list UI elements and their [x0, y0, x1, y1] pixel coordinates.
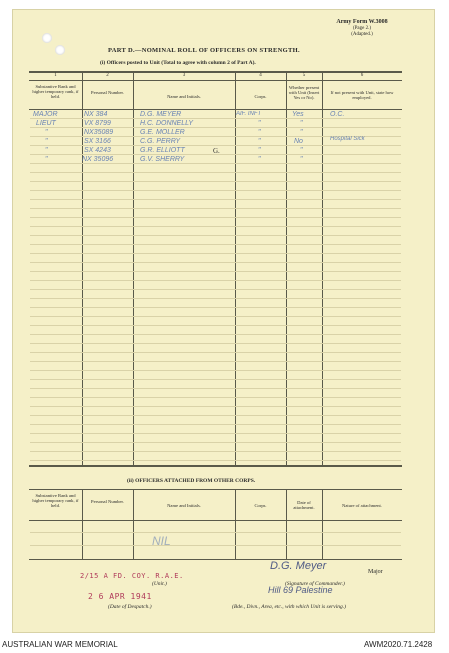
header-name: Name and Initials.	[167, 94, 201, 99]
unit-stamp: 2/15 A FD. COY. R.A.E.	[80, 572, 184, 580]
entry-corps: "	[258, 129, 261, 136]
entry-corps: "	[258, 138, 261, 145]
ruled-row	[30, 325, 401, 326]
header-rank: Substantive Rank and higher temporary rank, if held.	[32, 84, 79, 100]
location-label: (Bde., Divn., Area, etc., with which Unit is serving.)	[232, 604, 346, 610]
ruled-row	[30, 235, 401, 236]
entry-rank: "	[45, 129, 48, 136]
form-id-block	[326, 19, 398, 38]
col-divider	[322, 489, 323, 559]
ruled-row	[30, 370, 401, 371]
entry-corps: "	[258, 147, 261, 154]
entry-present: "	[300, 120, 303, 127]
column-number: 4	[259, 73, 262, 78]
column-number: 6	[360, 73, 364, 78]
entry-note: O.C.	[330, 111, 345, 118]
credit-bar	[0, 638, 449, 653]
header-absent: If not present with Unit, state how employed.	[330, 90, 394, 101]
entry-present: Yes	[292, 111, 304, 118]
form-page-label: (Page 2.)	[352, 26, 372, 31]
entry-name: H.C. DONNELLY	[140, 120, 194, 127]
ruled-row	[30, 244, 401, 245]
column-number: 3	[182, 73, 186, 78]
entry-present: "	[300, 156, 303, 163]
column-number: 1	[54, 73, 57, 78]
entry-number: VX 8799	[84, 120, 111, 127]
colnum-border	[29, 80, 402, 81]
entry-corps: "	[258, 120, 261, 127]
punch-hole	[42, 33, 52, 43]
form-name: Army Form W.3008	[336, 19, 388, 25]
entry-name: G.E. MOLLER	[140, 129, 185, 136]
entry-name: C.G. PERRY	[140, 138, 181, 145]
ruled-row	[30, 532, 401, 533]
section1-title: (i) Officers posted to Unit (Total to agree with column 2 of Part A).	[100, 60, 256, 66]
ruled-row	[30, 352, 401, 353]
s2-header-number: Personal Number.	[91, 499, 124, 504]
ruled-row	[30, 343, 401, 344]
entry-rank: LIEUT	[36, 120, 56, 127]
date-stamp: 2 6 APR 1941	[88, 592, 152, 601]
entry-number: SX 4243	[84, 147, 111, 154]
entry-number: SX 3166	[84, 138, 111, 145]
ruled-row	[30, 361, 401, 362]
entry-rank: "	[45, 156, 48, 163]
entry-rank: "	[45, 147, 48, 154]
entry-note: Hospital Sick	[330, 136, 365, 142]
commander-signature: D.G. Meyer	[270, 560, 327, 572]
column-number: 2	[106, 73, 109, 78]
ruled-row	[30, 190, 401, 191]
entry-name: G.R. ELLIOTT	[140, 147, 185, 154]
ruled-row	[30, 172, 401, 173]
section2-title: (ii) OFFICERS ATTACHED FROM OTHER CORPS.	[127, 478, 256, 484]
section2-header-border	[29, 520, 402, 521]
col-divider	[235, 489, 236, 559]
ruled-row	[30, 397, 401, 398]
punch-hole	[55, 45, 65, 55]
header-present: Whether present with Unit (Insert Yes or No).	[288, 85, 320, 101]
section2-bottom-border	[29, 559, 402, 560]
margin-letter: G.	[213, 147, 220, 155]
credit-left: AUSTRALIAN WAR MEMORIAL	[2, 640, 118, 649]
part-title: PART D.—NOMINAL ROLL OF OFFICERS ON STRENGTH.	[108, 47, 300, 54]
credit-right: AWM2020.71.2428	[364, 640, 433, 649]
ruled-row	[30, 460, 401, 461]
ruled-row	[30, 298, 401, 299]
ruled-row	[30, 316, 401, 317]
entry-rank: "	[45, 138, 48, 145]
ruled-row	[30, 307, 401, 308]
entry-corps: AIF. INFT	[236, 111, 262, 117]
ruled-row	[30, 334, 401, 335]
entry-number: NX 384	[84, 111, 108, 118]
ruled-row	[30, 424, 401, 425]
s2-header-date: Date of attachment.	[293, 500, 315, 511]
col-divider	[82, 489, 83, 559]
column-number: 5	[302, 73, 306, 78]
ruled-row	[30, 289, 401, 290]
header-personal-number: Personal Number.	[91, 90, 124, 95]
ruled-row	[30, 253, 401, 254]
ruled-row	[30, 208, 401, 209]
table-bottom-border	[29, 465, 402, 467]
ruled-row	[30, 118, 401, 119]
ruled-row	[30, 442, 401, 443]
section2-top-border	[29, 489, 402, 490]
entry-number: NX35089	[84, 129, 114, 136]
ruled-row	[30, 451, 401, 452]
ruled-row	[30, 145, 401, 146]
ruled-row	[30, 163, 401, 164]
ruled-row	[30, 217, 401, 218]
header-corps: Corps.	[254, 94, 267, 99]
col-divider	[133, 489, 134, 559]
entry-name: G.V. SHERRY	[140, 156, 185, 163]
entry-name: D.G. MEYER	[140, 111, 182, 118]
ruled-row	[30, 379, 401, 380]
ruled-row	[30, 127, 401, 128]
entry-rank: MAJOR	[33, 111, 58, 118]
entry-present: "	[300, 147, 303, 154]
s2-header-nature: Nature of attachment.	[342, 503, 382, 508]
ruled-row	[30, 271, 401, 272]
entry-corps: "	[258, 156, 261, 163]
ruled-row	[30, 181, 401, 182]
ruled-row	[30, 388, 401, 389]
location-handwritten: Hill 69 Palestine	[268, 585, 333, 595]
s2-header-corps: Corps.	[254, 503, 267, 508]
s2-header-rank: Substantive Rank and higher temporary rank, if held.	[32, 493, 79, 509]
signature-label: (Signature of Commander.)	[285, 581, 345, 587]
form-page	[13, 10, 434, 632]
ruled-row	[30, 226, 401, 227]
ruled-row	[30, 433, 401, 434]
ruled-row	[30, 415, 401, 416]
entry-present: No	[294, 138, 303, 145]
header-border	[29, 109, 402, 110]
entry-present: "	[300, 129, 303, 136]
unit-label: (Unit.)	[152, 581, 167, 587]
ruled-row	[30, 545, 401, 546]
ruled-row	[30, 262, 401, 263]
section2-nil-entry: NIL	[152, 534, 171, 548]
ruled-row	[30, 199, 401, 200]
ruled-row	[30, 280, 401, 281]
ruled-row	[30, 406, 401, 407]
signature-rank: Major	[368, 569, 383, 575]
form-adapted-label: (Adapted.)	[351, 32, 373, 37]
date-label: (Date of Despatch.)	[108, 604, 152, 610]
s2-header-name: Name and Initials.	[167, 503, 201, 508]
entry-number: NX 35096	[82, 156, 114, 163]
